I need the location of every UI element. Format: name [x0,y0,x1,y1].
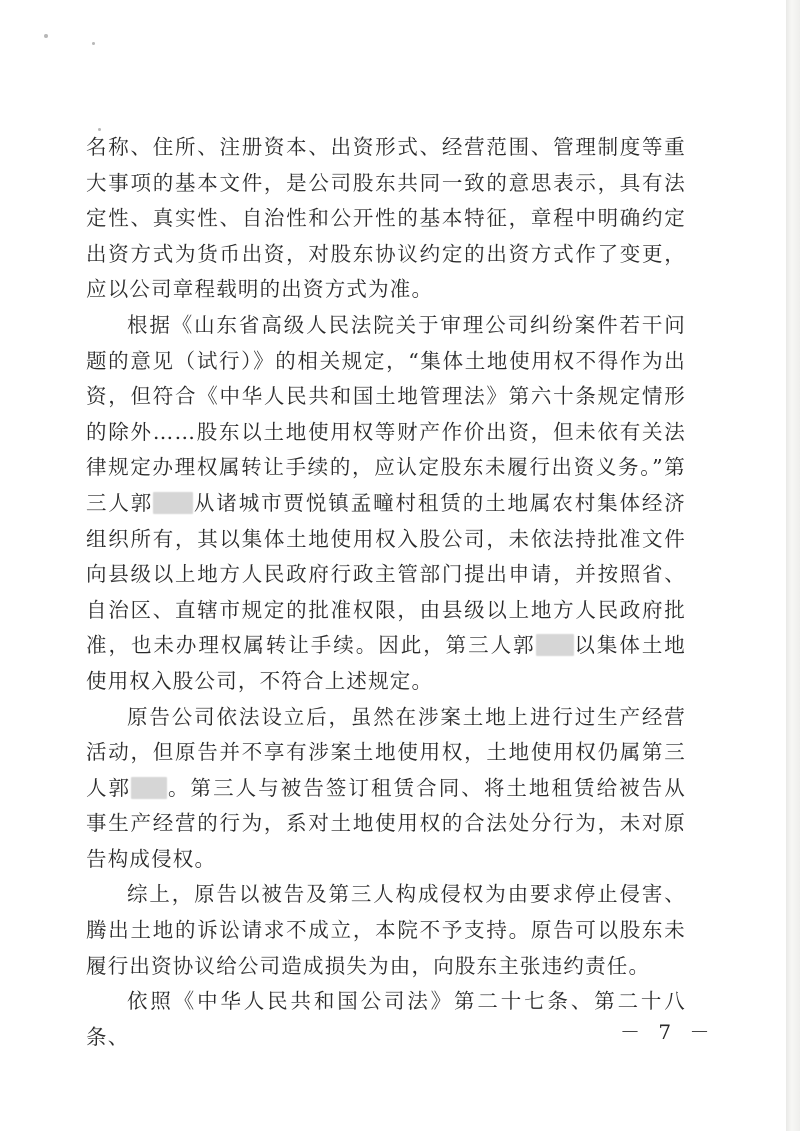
scan-speck [44,34,48,38]
scan-edge [786,0,800,1131]
paragraph-text: 名称、住所、注册资本、出资形式、经营范围、管理制度等重大事项的基本文件，是公司股东共同一致的意思表示，具有法定性、真实性、自治性和公开性的基本特征，章程中明确约定出资方式为货币出资，对股东协议约定的出资方式作了变更，应以公司章程载明的出资方式为准。 [86,135,686,302]
paragraph-text: 以集体土地使用权入股公司，不符合上述规定。 [86,633,687,693]
paragraph-3 [86,700,686,878]
paragraph-text: 从诸城市贾悦镇孟疃村租赁的土地属农村集体经济组织所有，其以集体土地使用权入股公司，未依法持批准文件向县级以上地方人民政府行政主管部门提出申请，并按照省、自治区、直辖市规定的批准权限，由县级以上地方人民政府批准，也未办理权属转让手续。因此，第三人郭 [86,490,686,658]
paragraph-text: 。第三人与被告签订租赁合同、将土地租赁给被告从事生产经营的行为，系对土地使用权的合法处分行为，未对原告构成侵权。 [86,775,686,871]
redacted-name [131,777,167,799]
document-body [86,130,686,1055]
paragraph-text: 综上，原告以被告及第三人构成侵权为由要求停止侵害、腾出土地的诉讼请求不成立，本院不予支持。原告可以股东未履行出资协议给公司造成损失为由，向股东主张违约责任。 [86,882,686,978]
paragraph-2 [86,308,686,700]
paragraph-text: 原告公司依法设立后，虽然在涉案土地上进行过生产经营活动，但原告并不享有涉案土地使用权，土地使用权仍属第三人郭 [86,704,686,800]
paragraph-1 [86,130,686,308]
paragraph-text: 根据《山东省高级人民法院关于审理公司纠纷案件若干问题的意见（试行）》的相关规定，“集体土地使用权不得作为出资，但符合《中华人民共和国土地管理法》第六十条规定情形的除外……股东以土地使用权等财产作价出资，但未依有关法律规定办理权属转让手续的，应认定股东未履行出资义务。”第三人郭 [86,312,686,515]
paragraph-4 [86,877,686,984]
redacted-name [536,634,574,656]
paragraph-5 [86,984,686,1055]
page-number: － 7 － [620,1020,716,1044]
scan-speck [92,42,95,45]
redacted-name [153,492,193,514]
paragraph-text: 依照《中华人民共和国公司法》第二十七条、第二十八条、 [86,989,686,1049]
